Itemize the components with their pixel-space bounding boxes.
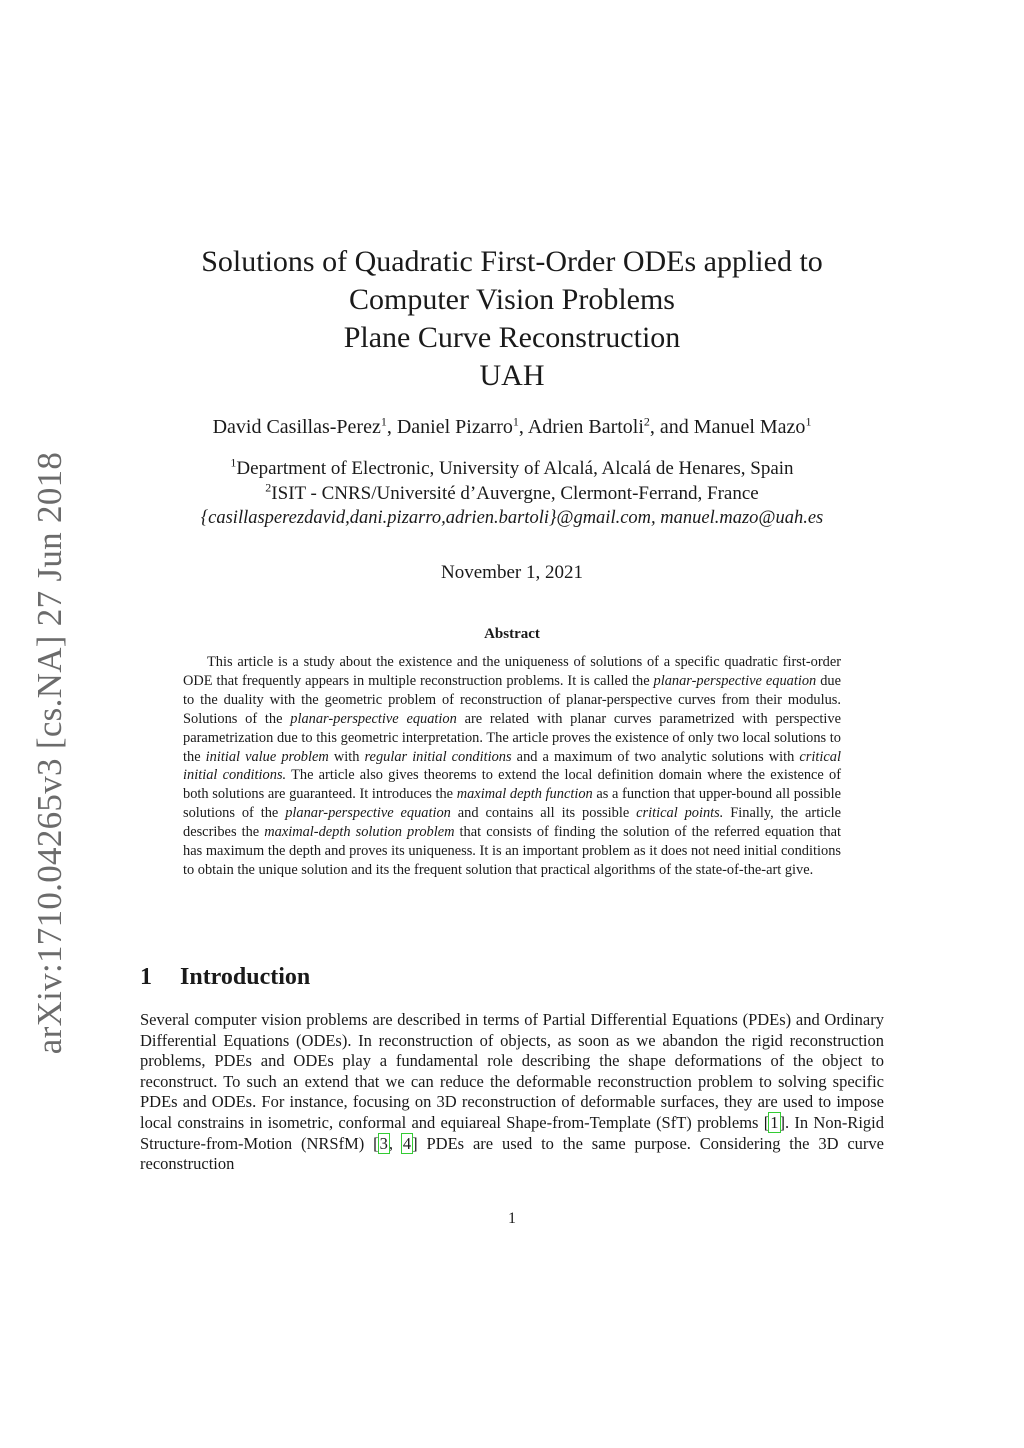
abstract-text: and a maximum of two analytic solutions with — [511, 748, 800, 765]
abstract-text: as a function that upper-bound all possible solutions of the — [183, 786, 841, 822]
title-line-2: Computer Vision Problems — [349, 283, 675, 316]
affiliation-text: ISIT - CNRS/Université d’Auvergne, Clermont-Ferrand, France — [271, 483, 759, 504]
arxiv-sidebar-stamp — [30, 448, 70, 1058]
paragraph-text: . In Non-Rigid Structure-from-Motion (NRSfM) — [140, 1112, 884, 1153]
title-line-4: UAH — [479, 359, 545, 392]
abstract-emphasis: planar-perspective equation — [653, 672, 817, 689]
abstract-emphasis: critical points. — [636, 805, 724, 822]
author-affil-mark: 2 — [643, 414, 650, 429]
author-name: Daniel Pizarro — [396, 416, 513, 438]
section-title: Introduction — [180, 964, 311, 990]
author-name: Adrien Bartoli — [527, 416, 644, 438]
abstract-text: are related with planar curves parametrized with perspective parametrization due to this geometric interpretation. The article proves the existence of only two local solutions to the — [183, 710, 841, 765]
paper-title — [140, 243, 884, 395]
author-affil-mark: 1 — [805, 414, 812, 429]
affiliation-text: Department of Electronic, University of Alcalá, Alcalá de Henares, Spain — [236, 458, 794, 479]
abstract-text: Finally, the article describes the — [183, 805, 841, 841]
affiliations — [140, 456, 884, 531]
abstract-emphasis: critical initial conditions. — [183, 748, 841, 784]
abstract-text: due to the duality with the geometric problem of reconstruction of planar-perspective curves from their modulus. Solutions of the — [183, 672, 841, 727]
arxiv-id: arXiv:1710.04265v3 [cs.NA] 27 Jun 2018 — [30, 451, 69, 1055]
abstract-heading: Abstract — [484, 626, 540, 642]
paper-date: November 1, 2021 — [441, 562, 583, 583]
citation-link-3[interactable]: 3 — [379, 1133, 388, 1153]
author-list: David Casillas-Perez$^1$, Daniel Pizarro$^1$, Adrien Bartoli$^2$, and Manuel Mazo$^1$ — [212, 414, 812, 438]
abstract-body — [183, 653, 841, 880]
citation-separator: , — [388, 1133, 402, 1153]
page-number: 1 — [508, 1210, 516, 1227]
abstract-text: that consists of finding the solution of the referred equation that has maximum the depth and proves its uniqueness. It is an important problem as it does not need initial conditions to obtain the unique solution and its the frequent solution that practical algorithms of the state-of-the-art give. — [183, 824, 842, 878]
abstract-emphasis: maximal depth function — [456, 786, 593, 803]
author-name: and Manuel Mazo — [659, 416, 806, 438]
affil-mark: 2 — [265, 480, 272, 495]
abstract-text: The article also gives theorems to extend the local definition domain where the existence of both solutions are guaranteed. It introduces the — [183, 767, 841, 803]
section-heading-introduction — [140, 964, 884, 991]
abstract-emphasis: planar-perspective equation — [290, 710, 457, 727]
abstract-text: with — [328, 748, 365, 765]
abstract-emphasis: maximal-depth solution problem — [264, 824, 455, 841]
citation-link-1[interactable]: 1 — [770, 1112, 779, 1132]
paragraph-text: Several computer vision problems are described in terms of Partial Differential Equations (PDEs) and Ordinary Differential Equations (ODEs). In reconstruction of objects, as soon as we abandon the rigid reconstruction problems, PDEs and ODEs play a fundamental role describing the shape deformations of the object to reconstruct. To such an extend that we can reduce the deformable reconstruction problem to solving specific PDEs and ODEs. For instance, focusing on 3D reconstruction of deformable surfaces, they are used to impose local constrains in isometric, conformal and equiareal Shape-from-Template (SfT) problems — [140, 1010, 884, 1132]
abstract-text: and contains all its possible — [450, 805, 637, 822]
affil-mark: 1 — [230, 455, 237, 470]
abstract-emphasis: regular initial conditions — [364, 748, 512, 765]
title-line-3: Plane Curve Reconstruction — [343, 321, 681, 354]
abstract-text: This article is a study about the existence and the uniqueness of solutions of a specific quadratic first-order ODE that frequently appears in multiple reconstruction problems. It is called the — [183, 654, 841, 689]
author-name: David Casillas-Perez — [212, 416, 381, 438]
abstract-emphasis: initial value problem — [205, 748, 329, 765]
section-number: 1 — [140, 964, 152, 990]
paragraph-text: PDEs are used to the same purpose. Considering the 3D curve reconstruction — [140, 1133, 885, 1174]
introduction-paragraph: Several computer vision problems are described in terms of Partial Differential Equations (PDEs) and Ordinary Differential Equations (ODEs). In reconstruction of objects, as soon as we abandon the rigid reconstruction problems, PDEs and ODEs play a fundamental role describing the shape deformations of the object to reconstruct. To such an extend that we can reduce the deformable reconstruction problem to solving specific PDEs and ODEs. For instance, focusing on 3D reconstruction of deformable surfaces, they are used to impose local constrains in isometric, conformal and equiareal Shape-from-Template (SfT) problems [1]. In Non-Rigid Structure-from-Motion (NRSfM) [3, 4] PDEs are used to the same purpose. Considering the 3D curve reconstruction — [140, 1010, 885, 1174]
affiliation-2 — [140, 481, 884, 506]
author-affil-mark: 1 — [380, 414, 387, 429]
title-line-1: Solutions of Quadratic First-Order ODEs applied to — [201, 245, 823, 278]
citation-link-4[interactable]: 4 — [402, 1133, 412, 1153]
affiliation-1 — [140, 456, 884, 481]
email-addresses: {casillasperezdavid,dani.pizarro,adrien.bartoli}@gmail.com, manuel.mazo@uah.es — [200, 508, 824, 528]
abstract-emphasis: planar-perspective equation — [285, 805, 451, 822]
author-affil-mark: 1 — [512, 414, 519, 429]
